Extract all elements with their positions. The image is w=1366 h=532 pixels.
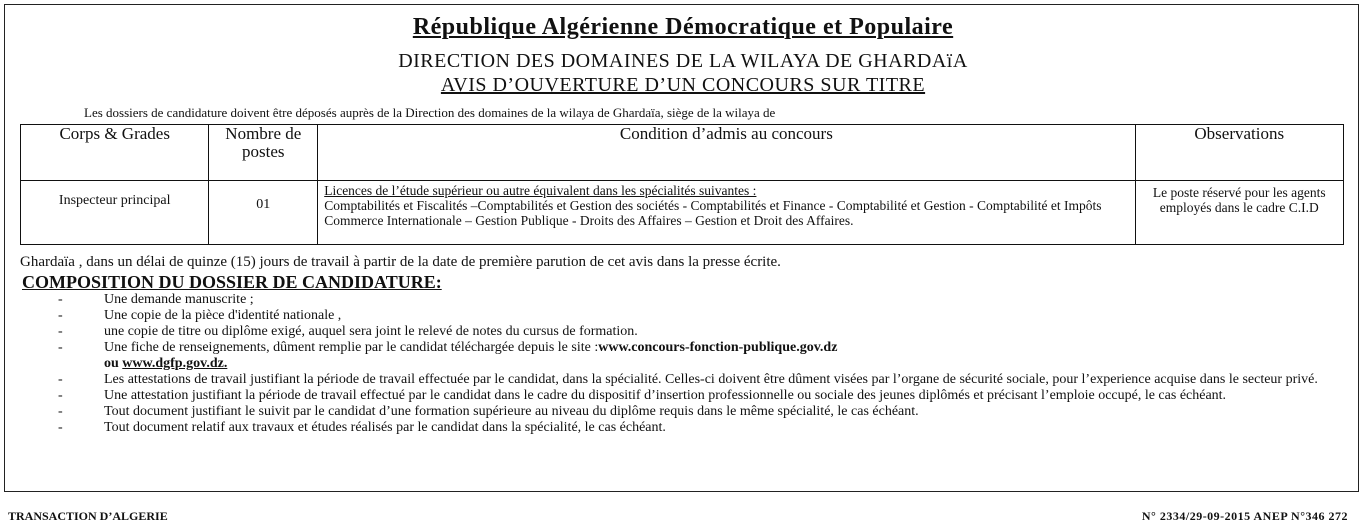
- postes-cell: 01: [209, 181, 318, 245]
- direction-title: DIRECTION DES DOMAINES DE LA WILAYA DE GHARDAïA: [398, 50, 968, 72]
- bullet: -: [58, 292, 63, 307]
- avis-title: AVIS D’OUVERTURE D’UN CONCOURS SUR TITRE: [440, 74, 926, 96]
- site-link-dgfp[interactable]: www.dgfp.gov.dz.: [122, 356, 228, 371]
- col-condition: Condition d’admis au concours: [318, 125, 1135, 181]
- list-item: - Les attestations de travail justifiant la période de travail effectuée par le candidat, dans la spécialité. Celles-ci doivent être dûment visées par l’organe de sécurité sociale, pour l’experience acquise dans le secteur privé.: [58, 372, 1318, 387]
- list-item: - Une fiche de renseignements, dûment remplie par le candidat téléchargée depuis le site :www.concours-fonction-publique.gov.dz ou www.dgfp.gov.dz.: [58, 340, 838, 371]
- col-corps-grades: Corps & Grades: [21, 125, 209, 181]
- bullet: -: [58, 372, 63, 387]
- list-item: - Une demande manuscrite ;: [58, 292, 254, 307]
- list-item: - Une copie de la pièce d'identité nationale ,: [58, 308, 342, 323]
- republic-title: République Algérienne Démocratique et Populaire: [412, 14, 954, 40]
- intro-text: Les dossiers de candidature doivent être déposés auprès de la Direction des domaines de la wilaya de Ghardaïa, siège de la wilaya de: [84, 105, 776, 120]
- bullet: -: [58, 340, 63, 355]
- footer-source: TRANSACTION D’ALGERIE: [8, 509, 168, 523]
- bullet: -: [58, 388, 63, 403]
- bullet: -: [58, 308, 63, 323]
- list-item: - Une attestation justifiant la période de travail effectué par le candidat dans le cadre du dispositif d’insertion professionnelle ou sociale des jeunes diplômés et précisant l’emploie occupé, le cas échéant.: [58, 388, 1227, 403]
- composition-list: [52, 292, 1332, 436]
- site-link-concours[interactable]: www.concours-fonction-publique.gov.dz: [598, 340, 838, 355]
- deadline-text: Ghardaïa , dans un délai de quinze (15) jours de travail à partir de la date de première parution de cet avis dans la presse écrite.: [20, 254, 781, 270]
- ou-text: ou: [104, 356, 119, 371]
- list-item: - Tout document justifiant le suivit par le candidat d’une formation supérieure au niveau du diplôme requis dans le même spécialité, le cas échéant.: [58, 404, 919, 419]
- grade-cell: Inspecteur principal: [21, 181, 209, 245]
- col-nombre-postes: Nombre de postes: [209, 125, 318, 181]
- composition-title: COMPOSITION DU DOSSIER DE CANDIDATURE:: [22, 272, 442, 292]
- bullet: -: [58, 420, 63, 435]
- concours-table: [20, 124, 1344, 245]
- bullet: -: [58, 324, 63, 339]
- col-observations: Observations: [1135, 125, 1343, 181]
- table-header-row: [21, 125, 1344, 181]
- bullet: -: [58, 404, 63, 419]
- condition-body: Comptabilités et Fiscalités –Comptabilités et Gestion des sociétés - Comptabilités et Finance - Comptabilité et Gestion - Comptabilité et Impôts Commerce Internationale – Gestion Publique - Droits des Affaires – Gestion et Droit des Affaires.: [324, 198, 1102, 228]
- condition-cell: [318, 181, 1135, 245]
- observation-cell: Le poste réservé pour les agents employés dans le cadre C.I.D: [1135, 181, 1343, 245]
- list-item: - Tout document relatif aux travaux et études réalisés par le candidat dans la spécialité, le cas échéant.: [58, 420, 666, 435]
- condition-title: Licences de l’étude supérieur ou autre équivalent dans les spécialités suivantes :: [324, 183, 757, 198]
- table-row: [21, 181, 1344, 245]
- list-item: - une copie de titre ou diplôme exigé, auquel sera joint le relevé de notes du cursus de formation.: [58, 324, 638, 339]
- footer-reference: N° 2334/29-09-2015 ANEP N°346 272: [1141, 509, 1348, 523]
